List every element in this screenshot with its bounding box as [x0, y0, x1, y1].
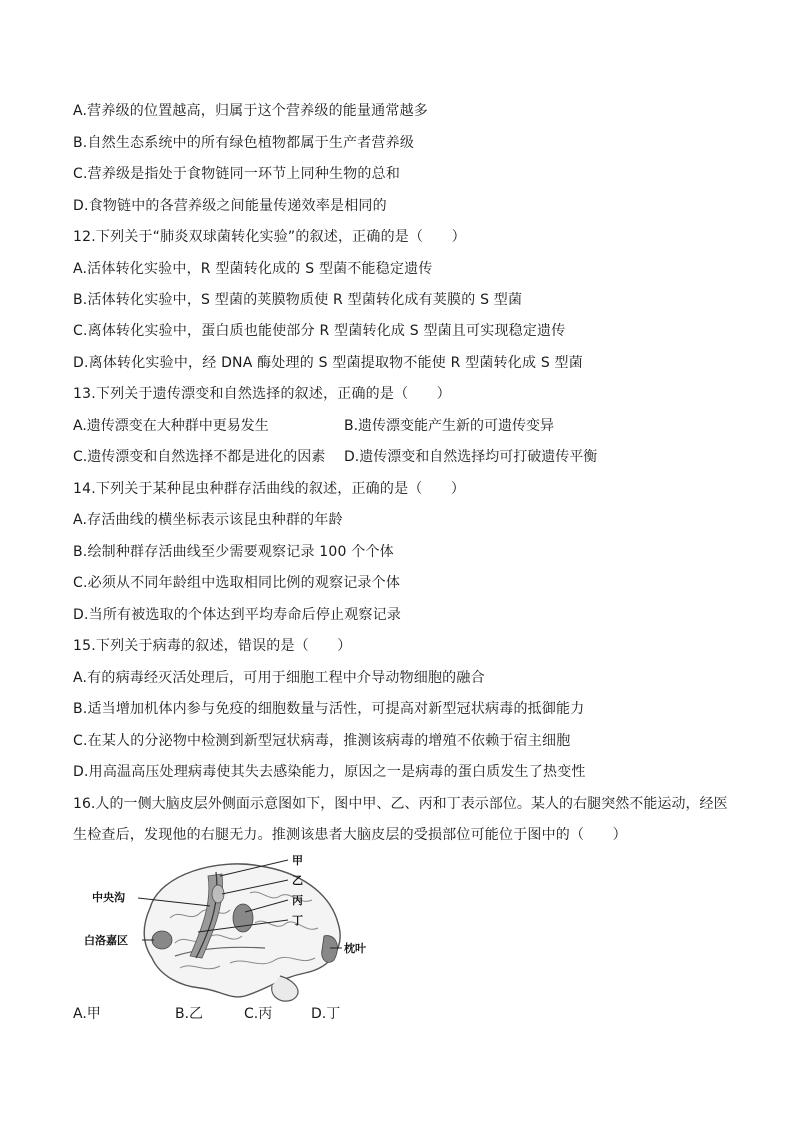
region-bing	[233, 904, 253, 932]
q16-option-d: D.丁	[311, 1006, 341, 1022]
label-jia: 甲	[292, 854, 303, 867]
label-occipital: 枕叶	[344, 942, 366, 955]
label-broca: 白洛嘉区	[84, 934, 128, 947]
region-occipital	[322, 936, 338, 963]
q11-option-c: C.营养级是指处于食物链同一环节上同种生物的总和	[73, 166, 401, 182]
q11-option-d: D.食物链中的各营养级之间能量传递效率是相同的	[73, 198, 387, 214]
label-central-sulcus: 中央沟	[92, 891, 125, 904]
q14-stem: 14.下列关于某种昆虫种群存活曲线的叙述，正确的是（ ）	[73, 481, 466, 497]
q12-stem: 12.下列关于“肺炎双球菌转化实验”的叙述，正确的是（ ）	[73, 229, 466, 245]
brain-diagram	[80, 848, 380, 1008]
q14-option-a: A.存活曲线的横坐标表示该昆虫种群的年龄	[73, 512, 343, 528]
q16-option-b: B.乙	[175, 1006, 204, 1022]
q12-option-a: A.活体转化实验中，R 型菌转化成的 S 型菌不能稳定遗传	[73, 261, 433, 277]
q13-stem: 13.下列关于遗传漂变和自然选择的叙述，正确的是（ ）	[73, 386, 451, 402]
q15-option-c: C.在某人的分泌物中检测到新型冠状病毒，推测该病毒的增殖不依赖于宿主细胞	[73, 733, 571, 749]
q12-option-c: C.离体转化实验中，蛋白质也能使部分 R 型菌转化成 S 型菌且可实现稳定遗传	[73, 323, 566, 339]
q16-option-c: C.丙	[244, 1006, 273, 1022]
q11-option-a: A.营养级的位置越高，归属于这个营养级的能量通常越多	[73, 103, 428, 119]
label-bing: 丙	[292, 894, 303, 907]
q16-stem-line2: 生检查后，发现他的右腿无力。推测该患者大脑皮层的受损部位可能位于图中的（ ）	[73, 827, 627, 843]
q11-option-b: B.自然生态系统中的所有绿色植物都属于生产者营养级	[73, 135, 415, 151]
q14-option-b: B.绘制种群存活曲线至少需要观察记录 100 个个体	[73, 544, 394, 560]
q14-option-d: D.当所有被选取的个体达到平均寿命后停止观察记录	[73, 607, 402, 623]
q15-stem: 15.下列关于病毒的叙述，错误的是（ ）	[73, 638, 352, 654]
q13-option-d: D.遗传漂变和自然选择均可打破遗传平衡	[344, 449, 598, 465]
q12-option-b: B.活体转化实验中，S 型菌的荚膜物质使 R 型菌转化成有荚膜的 S 型菌	[73, 292, 523, 308]
q14-option-c: C.必须从不同年龄组中选取相同比例的观察记录个体	[73, 575, 401, 591]
q16-stem-line1: 16.人的一侧大脑皮层外侧面示意图如下，图中甲、乙、丙和丁表示部位。某人的右腿突然不能运动，经医	[73, 796, 728, 812]
label-ding: 丁	[292, 914, 303, 927]
label-yi: 乙	[292, 874, 303, 887]
q13-option-a: A.遗传漂变在大种群中更易发生	[73, 418, 269, 434]
region-broca	[152, 931, 172, 949]
q12-option-d: D.离体转化实验中，经 DNA 酶处理的 S 型菌提取物不能使 R 型菌转化成 S 型菌	[73, 355, 583, 371]
q15-option-a: A.有的病毒经灭活处理后，可用于细胞工程中介导动物细胞的融合	[73, 670, 485, 686]
q15-option-d: D.用高温高压处理病毒使其失去感染能力，原因之一是病毒的蛋白质发生了热变性	[73, 764, 586, 780]
q13-option-b: B.遗传漂变能产生新的可遗传变异	[344, 418, 555, 434]
q13-option-c: C.遗传漂变和自然选择不都是进化的因素	[73, 449, 326, 465]
q15-option-b: B.适当增加机体内参与免疫的细胞数量与活性，可提高对新型冠状病毒的抵御能力	[73, 701, 585, 717]
q16-option-a: A.甲	[73, 1006, 101, 1022]
